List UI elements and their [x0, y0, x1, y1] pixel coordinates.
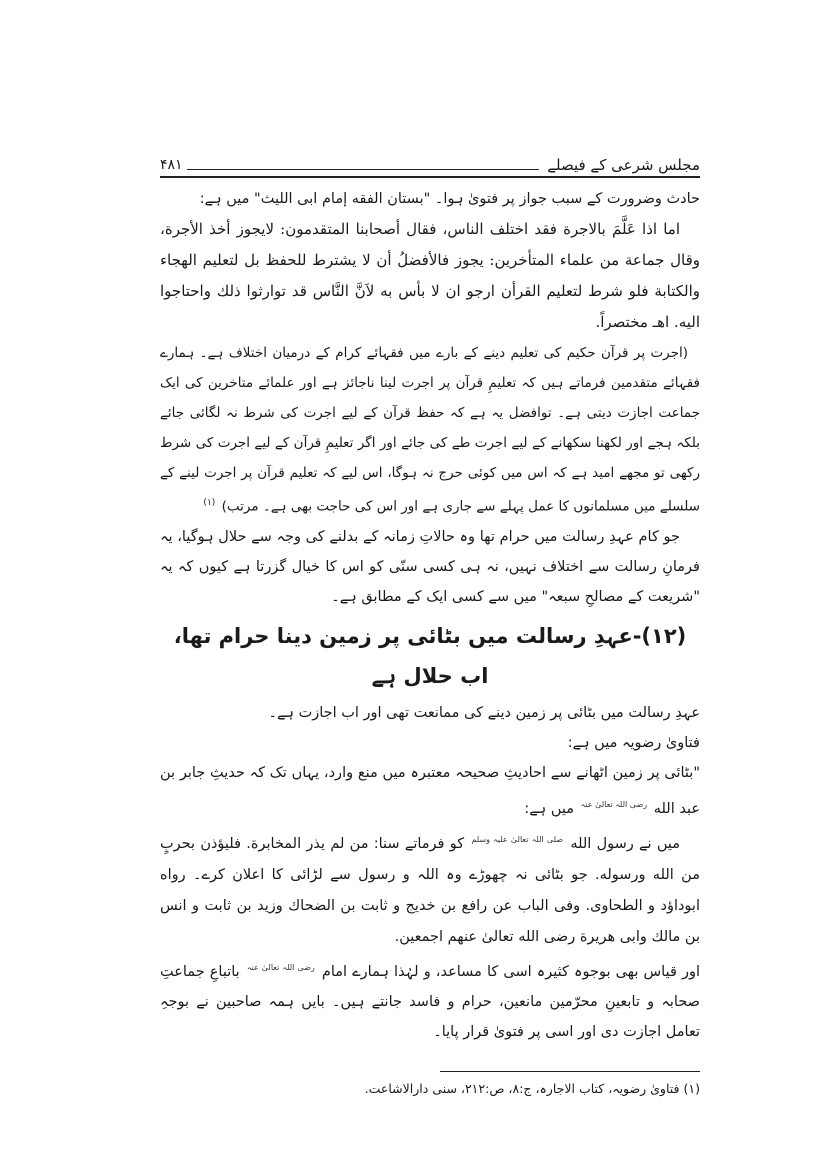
page-number: ۴۸۱: [160, 157, 183, 173]
fatawa-quote: [160, 758, 700, 825]
footnote-reference[interactable]: (۱): [203, 498, 216, 508]
final-text-start: اور قیاس بھی بوجوہ کثیرہ اسی کا مساعد، و لہٰذا ہمارے امام: [321, 963, 701, 980]
document-page: [160, 148, 700, 1100]
footnote-text: فتاویٰ رضویہ، کتاب الاجارہ، ج:۸، ص:۲۱۲، سنی دارالاشاعت.: [364, 1080, 680, 1096]
fatawa-quote-text: "بٹائی پر زمین اٹھانے سے احادیثِ صحیحہ معتبرہ میں منع وارد، یہاں تک کہ حدیثِ جابر بن عبد الله: [160, 764, 700, 817]
translation-note: [160, 338, 700, 522]
page-body: [160, 184, 700, 1100]
intro-line: حادث وضرورت کے سبب جواز پر فتویٰ ہوا۔ "بستان الفقه إمام ابی اللیث" میں ہے:: [199, 191, 700, 207]
hadith-text-rest: کو فرماتے سنا: من لم يذر المخابرة. فليؤذن بحربٍ من الله ورسوله. جو بٹائی نہ چھوڑے وہ اللہ و رسول سے لڑائی کا اعلان کرے۔ رواه ابوداؤد و الطحاوی. وفی الباب عن رافع بن خديج و ثابت بن الضحاك وزيد بن ثابت و انس بن مالك وابی هريرة رضی الله تعالیٰ عنهم اجمعين.: [160, 836, 700, 946]
salawat-ligature-icon: صلی اللہ تعالیٰ علیہ وسلم: [471, 835, 564, 845]
hadith-paragraph: [160, 824, 700, 953]
final-paragraph: [160, 953, 700, 1047]
footnote-1: [160, 1078, 700, 1100]
source-intro: فتاویٰ رضویہ میں ہے:: [567, 734, 700, 751]
translation-note-text: (اجرت پر قرآن حکیم کی تعلیم دینے کے بارے میں فقہائے کرام کے درمیان اختلاف ہے۔ ہمارے فقہائے متقدمین فرماتے ہیں کہ تعلیمِ قرآن پر اجرت لینا ناجائز ہے اور علمائے متاخرین کی ایک جماعت اجازت دیتی ہے۔ توافضل یہ ہے کہ حفظ قرآن کے لیے اجرت کی شرط نہ لگائی جائے بلکہ ہجے اور لکھنا سکھانے کے لیے اجرت طے کی جائے اور اگر تعلیمِ قرآن کے لیے اجرت کی شرط رکھی تو مجھے امید ہے کہ اس میں کوئی حرج نہ ہوگا، اس لیے کہ تعلیم قرآن پر اجرت لینے کے سلسلے میں مسلمانوں کا عمل پہلے سے جاری ہے اور اس کی حاجت بھی ہے۔ مرتب): [160, 345, 700, 515]
arabic-quote: اما اذا عَلَّمَ بالاجرة فقد اختلف الناس، فقال أصحابنا المتقدمون: لايجوز أخذ الأجرة، وقال جماعة من علماء المتأخرين: يجوز فالأفضلُ أن لا يشترط للحفظ بل لتعليم الهجاء والكتابة فلو شرط لتعليم القرأن ارجو ان لا بأس به لاَنَّ النَّاس قد توارثوا ذلك واحتاجوا اليه. اهـ مختصراً.: [160, 220, 700, 331]
section-summary: عہدِ رسالت میں بٹائی پر زمین دینے کی ممانعت تھی اور اب اجازت ہے۔: [268, 704, 700, 721]
footnote-divider: [440, 1071, 700, 1072]
hadith-text-start: میں نے رسول الله: [570, 836, 681, 853]
book-title: مجلس شرعی کے فیصلے: [547, 156, 700, 174]
conclusion-paragraph: جو کام عہدِ رسالت میں حرام تھا وہ حالاتِ زمانہ کے بدلنے کی وجہ سے حلال ہوگیا، یہ فرمانِ رسالت سے اختلاف نہیں، نہ ہی کسی سنّی کو اس کا خیال گزرتا ہے کیوں کہ یہ "شریعت کے مصالحِ سبعہ" میں سے کسی ایک کے مطابق ہے۔: [160, 528, 700, 605]
footnote-marker: (۱): [683, 1080, 700, 1096]
fatawa-quote-end: میں ہے:: [524, 800, 575, 817]
header-rule: [187, 168, 540, 170]
final-text-rest: باتباعِ جماعتِ صحابہ و تابعینِ محرّمین مانعین، حرام و فاسد جانتے ہیں۔ بایں ہمہ صاحبین نے بوجہِ تعامل اجازت دی اور اسی پر فتویٰ قرار پایا۔: [160, 963, 700, 1040]
running-header: [160, 148, 700, 178]
radiallahu-anhu-ligature-icon: رضی اللہ تعالیٰ عنہ: [580, 799, 648, 809]
radiallahu-anhu-ligature-icon: رضی اللہ تعالیٰ عنہ: [246, 963, 315, 973]
section-heading: (۱۲)-عہدِ رسالت میں بٹائی پر زمین دینا حرام تھا، اب حلال ہے: [173, 623, 687, 688]
